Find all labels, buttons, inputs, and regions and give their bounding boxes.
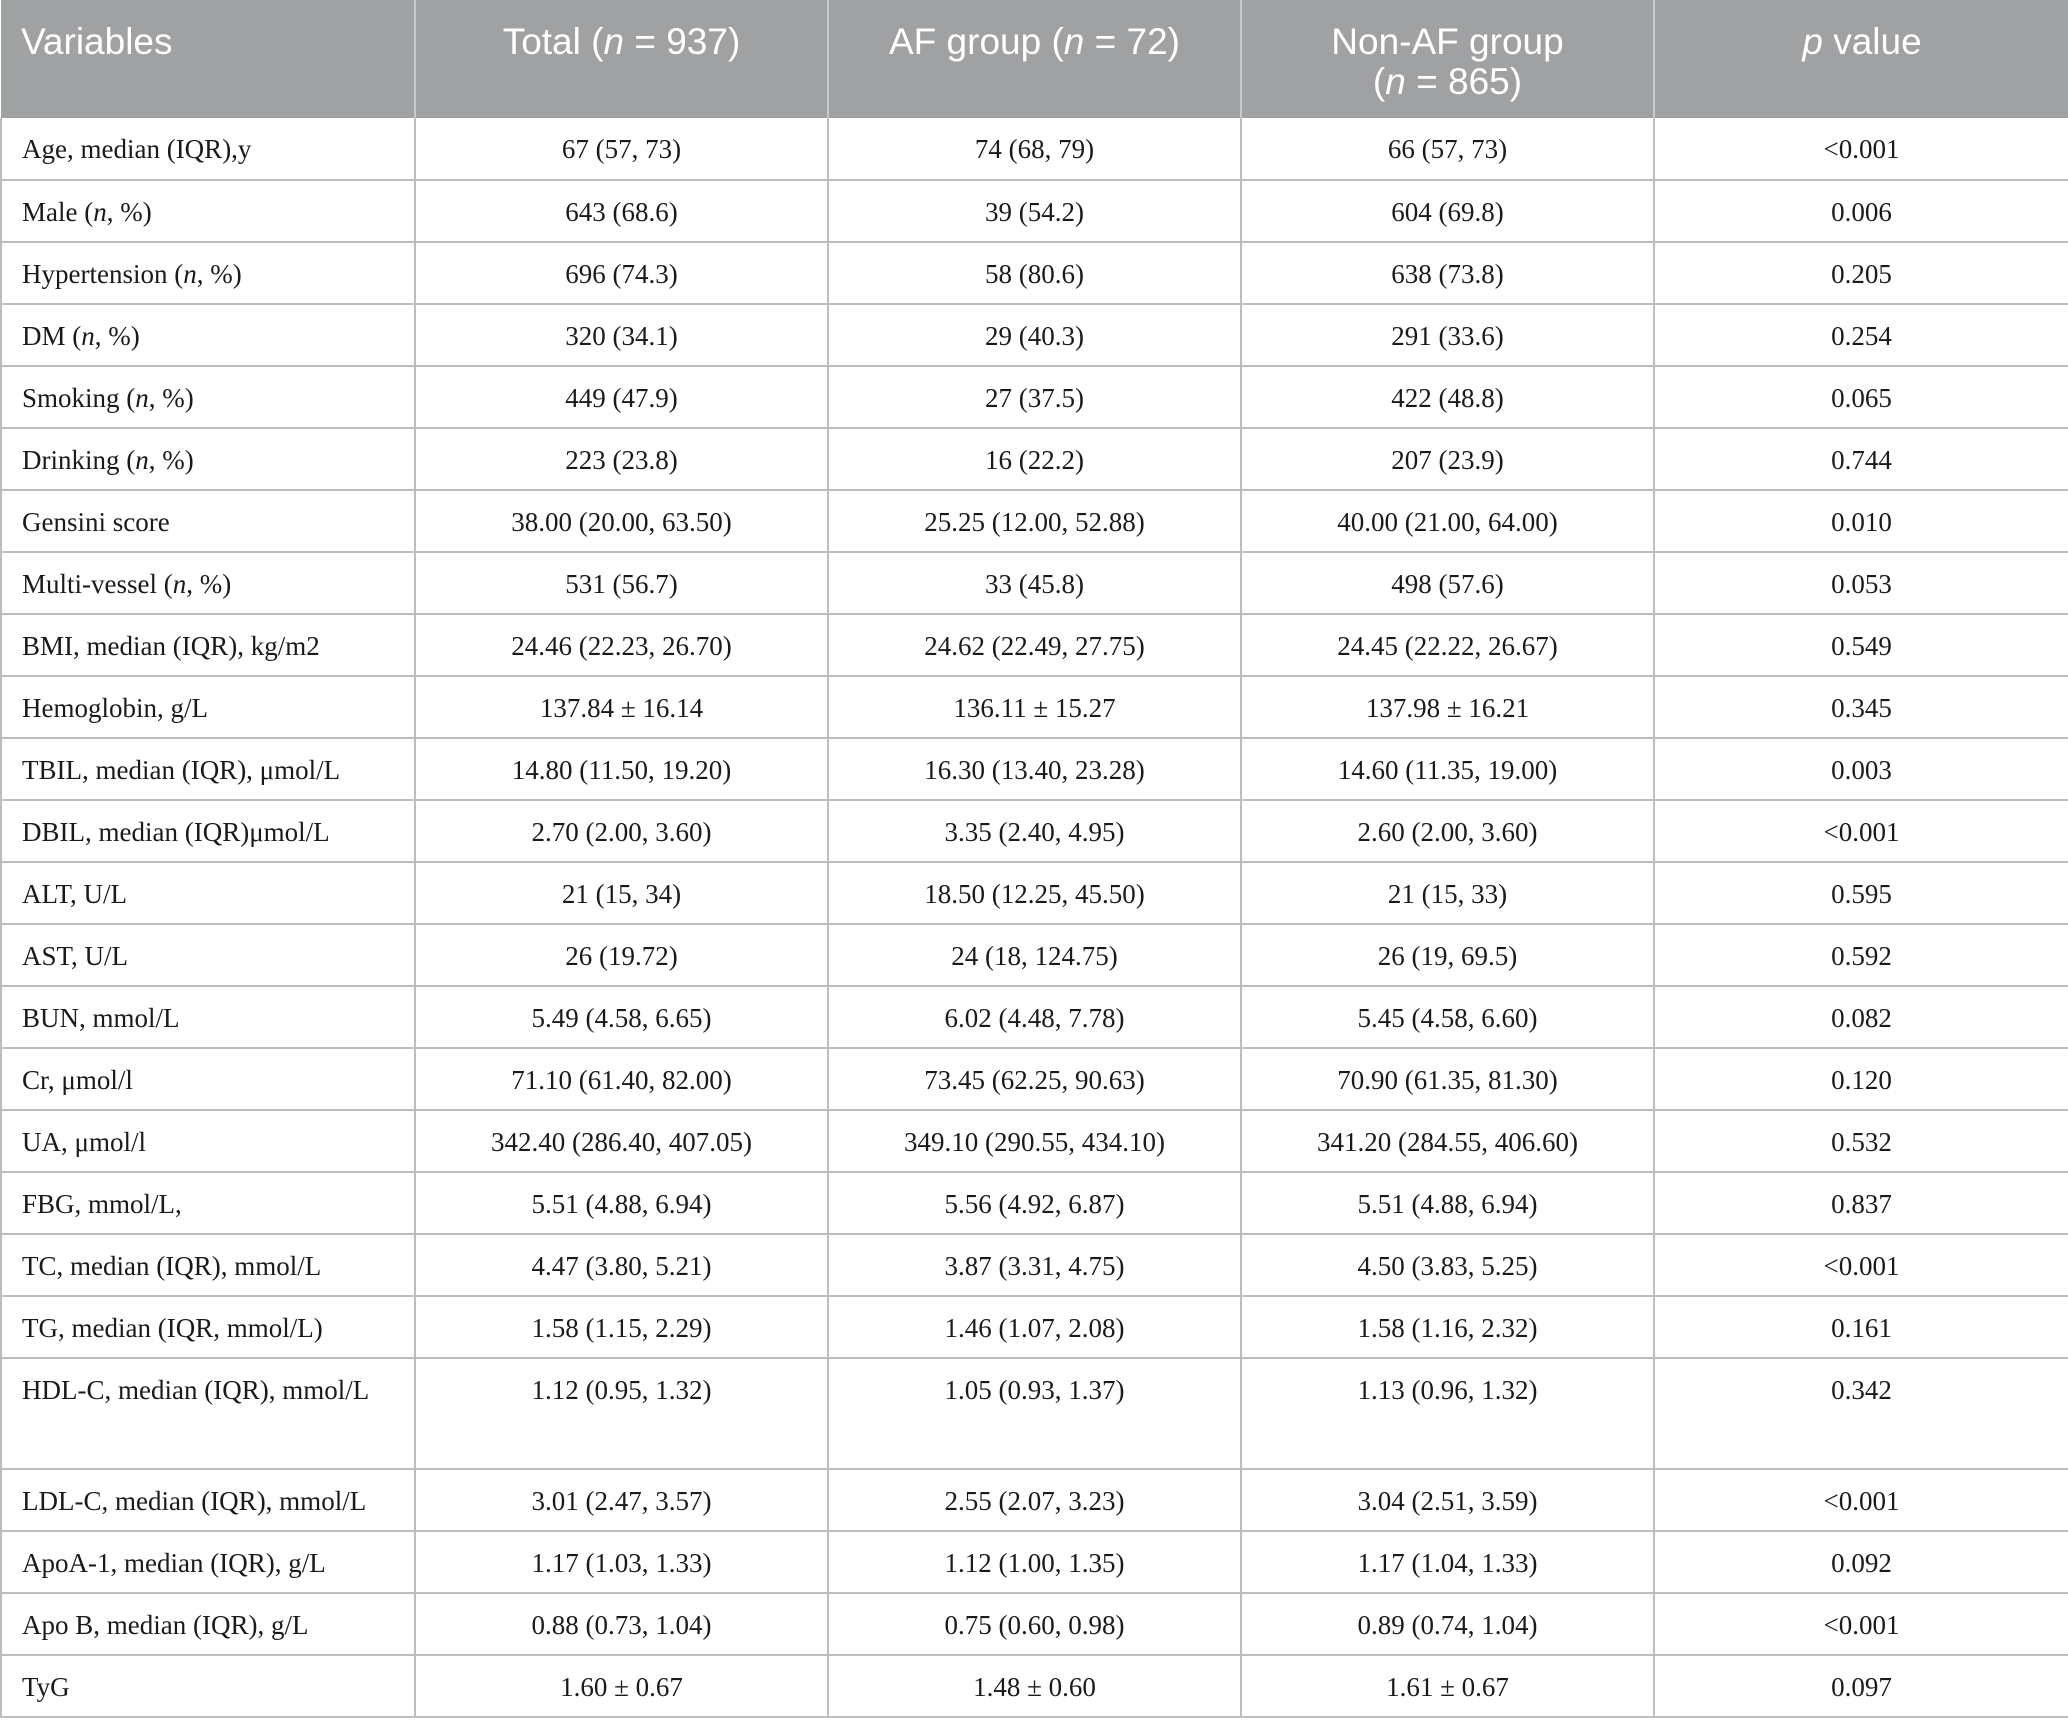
variable-cell: Age, median (IQR),y [1,118,415,180]
non-af-group-cell: 1.58 (1.16, 2.32) [1241,1296,1654,1358]
non-af-group-cell: 1.17 (1.04, 1.33) [1241,1531,1654,1593]
p-value-cell: 0.006 [1654,180,2068,242]
total-cell: 2.70 (2.00, 3.60) [415,800,828,862]
table-row [1,1172,2068,1234]
af-group-cell: 33 (45.8) [828,552,1241,614]
header-row [1,0,2068,118]
total-cell: 643 (68.6) [415,180,828,242]
table-row [1,862,2068,924]
p-value-cell: 0.120 [1654,1048,2068,1110]
p-value-cell: 0.010 [1654,490,2068,552]
af-group-cell: 1.12 (1.00, 1.35) [828,1531,1241,1593]
non-af-group-cell: 4.50 (3.83, 5.25) [1241,1234,1654,1296]
variable-cell: BUN, mmol/L [1,986,415,1048]
af-group-cell: 24 (18, 124.75) [828,924,1241,986]
non-af-group-cell: 341.20 (284.55, 406.60) [1241,1110,1654,1172]
p-value-cell: 0.065 [1654,366,2068,428]
p-value-cell: 0.532 [1654,1110,2068,1172]
variable-cell: Gensini score [1,490,415,552]
total-cell: 4.47 (3.80, 5.21) [415,1234,828,1296]
af-group-cell: 2.55 (2.07, 3.23) [828,1469,1241,1531]
non-af-group-cell: 291 (33.6) [1241,304,1654,366]
af-group-cell: 73.45 (62.25, 90.63) [828,1048,1241,1110]
header-variables: Variables [1,0,415,118]
af-group-cell: 27 (37.5) [828,366,1241,428]
table-row [1,924,2068,986]
variable-cell: Hemoglobin, g/L [1,676,415,738]
non-af-group-cell: 1.61 ± 0.67 [1241,1655,1654,1717]
non-af-group-cell: 1.13 (0.96, 1.32) [1241,1358,1654,1469]
variable-cell: DM (n, %) [1,304,415,366]
variable-cell: ALT, U/L [1,862,415,924]
p-value-cell: 0.254 [1654,304,2068,366]
table-row [1,366,2068,428]
variable-cell: DBIL, median (IQR)μmol/L [1,800,415,862]
p-value-cell: 0.549 [1654,614,2068,676]
variable-cell: HDL-C, median (IQR), mmol/L [1,1358,415,1469]
total-cell: 449 (47.9) [415,366,828,428]
p-value-cell: 0.003 [1654,738,2068,800]
variable-cell: TBIL, median (IQR), μmol/L [1,738,415,800]
p-value-cell: 0.161 [1654,1296,2068,1358]
total-cell: 5.49 (4.58, 6.65) [415,986,828,1048]
table-row [1,986,2068,1048]
total-cell: 21 (15, 34) [415,862,828,924]
p-value-cell: 0.053 [1654,552,2068,614]
p-value-cell: 0.595 [1654,862,2068,924]
table-row [1,1655,2068,1717]
variable-cell: Drinking (n, %) [1,428,415,490]
af-group-cell: 1.05 (0.93, 1.37) [828,1358,1241,1469]
non-af-group-cell: 5.45 (4.58, 6.60) [1241,986,1654,1048]
total-cell: 223 (23.8) [415,428,828,490]
table-row [1,490,2068,552]
af-group-cell: 6.02 (4.48, 7.78) [828,986,1241,1048]
af-group-cell: 16 (22.2) [828,428,1241,490]
total-cell: 67 (57, 73) [415,118,828,180]
non-af-group-cell: 638 (73.8) [1241,242,1654,304]
table-row [1,1531,2068,1593]
total-cell: 342.40 (286.40, 407.05) [415,1110,828,1172]
total-cell: 26 (19.72) [415,924,828,986]
table-row [1,118,2068,180]
table-row [1,1296,2068,1358]
non-af-group-cell: 0.89 (0.74, 1.04) [1241,1593,1654,1655]
table-row [1,614,2068,676]
header-non-af-group: Non-AF group (n = 865) [1241,0,1654,118]
total-cell: 531 (56.7) [415,552,828,614]
total-cell: 696 (74.3) [415,242,828,304]
total-cell: 1.58 (1.15, 2.29) [415,1296,828,1358]
non-af-group-cell: 66 (57, 73) [1241,118,1654,180]
table-row [1,552,2068,614]
variable-cell: Apo B, median (IQR), g/L [1,1593,415,1655]
p-value-cell: 0.342 [1654,1358,2068,1469]
table-row [1,242,2068,304]
af-group-cell: 1.46 (1.07, 2.08) [828,1296,1241,1358]
table-row [1,1048,2068,1110]
p-value-cell: <0.001 [1654,118,2068,180]
af-group-cell: 74 (68, 79) [828,118,1241,180]
table-row [1,428,2068,490]
table-row [1,800,2068,862]
total-cell: 1.60 ± 0.67 [415,1655,828,1717]
table-header [1,0,2068,118]
variable-cell: Male (n, %) [1,180,415,242]
p-value-cell: <0.001 [1654,1234,2068,1296]
total-cell: 0.88 (0.73, 1.04) [415,1593,828,1655]
table-row [1,304,2068,366]
non-af-group-cell: 70.90 (61.35, 81.30) [1241,1048,1654,1110]
total-cell: 1.17 (1.03, 1.33) [415,1531,828,1593]
af-group-cell: 5.56 (4.92, 6.87) [828,1172,1241,1234]
p-value-cell: <0.001 [1654,1593,2068,1655]
total-cell: 71.10 (61.40, 82.00) [415,1048,828,1110]
p-value-cell: 0.082 [1654,986,2068,1048]
header-af-group: AF group (n = 72) [828,0,1241,118]
af-group-cell: 3.35 (2.40, 4.95) [828,800,1241,862]
variable-cell: UA, μmol/l [1,1110,415,1172]
table-row [1,180,2068,242]
p-value-cell: 0.837 [1654,1172,2068,1234]
non-af-group-cell: 40.00 (21.00, 64.00) [1241,490,1654,552]
p-value-cell: 0.345 [1654,676,2068,738]
p-value-cell: <0.001 [1654,800,2068,862]
variable-cell: Smoking (n, %) [1,366,415,428]
non-af-group-cell: 26 (19, 69.5) [1241,924,1654,986]
p-value-cell: 0.092 [1654,1531,2068,1593]
p-value-cell: 0.592 [1654,924,2068,986]
variable-cell: Multi-vessel (n, %) [1,552,415,614]
table-row [1,738,2068,800]
total-cell: 38.00 (20.00, 63.50) [415,490,828,552]
af-group-cell: 24.62 (22.49, 27.75) [828,614,1241,676]
table-row [1,676,2068,738]
p-value-cell: 0.744 [1654,428,2068,490]
af-group-cell: 0.75 (0.60, 0.98) [828,1593,1241,1655]
total-cell: 1.12 (0.95, 1.32) [415,1358,828,1469]
non-af-group-cell: 2.60 (2.00, 3.60) [1241,800,1654,862]
table-row [1,1469,2068,1531]
variable-cell: Cr, μmol/l [1,1048,415,1110]
variable-cell: Hypertension (n, %) [1,242,415,304]
header-p-value: p value [1654,0,2068,118]
variable-cell: TC, median (IQR), mmol/L [1,1234,415,1296]
non-af-group-cell: 498 (57.6) [1241,552,1654,614]
variable-cell: LDL-C, median (IQR), mmol/L [1,1469,415,1531]
af-group-cell: 29 (40.3) [828,304,1241,366]
table-row [1,1234,2068,1296]
table-row [1,1358,2068,1469]
af-group-cell: 1.48 ± 0.60 [828,1655,1241,1717]
p-value-cell: 0.205 [1654,242,2068,304]
non-af-group-cell: 207 (23.9) [1241,428,1654,490]
header-total: Total (n = 937) [415,0,828,118]
non-af-group-cell: 3.04 (2.51, 3.59) [1241,1469,1654,1531]
non-af-group-cell: 137.98 ± 16.21 [1241,676,1654,738]
table-row [1,1593,2068,1655]
af-group-cell: 16.30 (13.40, 23.28) [828,738,1241,800]
af-group-cell: 58 (80.6) [828,242,1241,304]
af-group-cell: 39 (54.2) [828,180,1241,242]
total-cell: 24.46 (22.23, 26.70) [415,614,828,676]
variable-cell: AST, U/L [1,924,415,986]
table-row [1,1110,2068,1172]
p-value-cell: <0.001 [1654,1469,2068,1531]
variable-cell: BMI, median (IQR), kg/m2 [1,614,415,676]
total-cell: 14.80 (11.50, 19.20) [415,738,828,800]
total-cell: 137.84 ± 16.14 [415,676,828,738]
total-cell: 5.51 (4.88, 6.94) [415,1172,828,1234]
af-group-cell: 349.10 (290.55, 434.10) [828,1110,1241,1172]
p-value-cell: 0.097 [1654,1655,2068,1717]
variable-cell: TyG [1,1655,415,1717]
af-group-cell: 25.25 (12.00, 52.88) [828,490,1241,552]
non-af-group-cell: 604 (69.8) [1241,180,1654,242]
non-af-group-cell: 422 (48.8) [1241,366,1654,428]
variable-cell: ApoA-1, median (IQR), g/L [1,1531,415,1593]
af-group-cell: 18.50 (12.25, 45.50) [828,862,1241,924]
non-af-group-cell: 24.45 (22.22, 26.67) [1241,614,1654,676]
total-cell: 320 (34.1) [415,304,828,366]
af-group-cell: 3.87 (3.31, 4.75) [828,1234,1241,1296]
total-cell: 3.01 (2.47, 3.57) [415,1469,828,1531]
non-af-group-cell: 14.60 (11.35, 19.00) [1241,738,1654,800]
table-body [1,118,2068,1717]
non-af-group-cell: 21 (15, 33) [1241,862,1654,924]
variable-cell: TG, median (IQR, mmol/L) [1,1296,415,1358]
non-af-group-cell: 5.51 (4.88, 6.94) [1241,1172,1654,1234]
variable-cell: FBG, mmol/L, [1,1172,415,1234]
af-group-cell: 136.11 ± 15.27 [828,676,1241,738]
